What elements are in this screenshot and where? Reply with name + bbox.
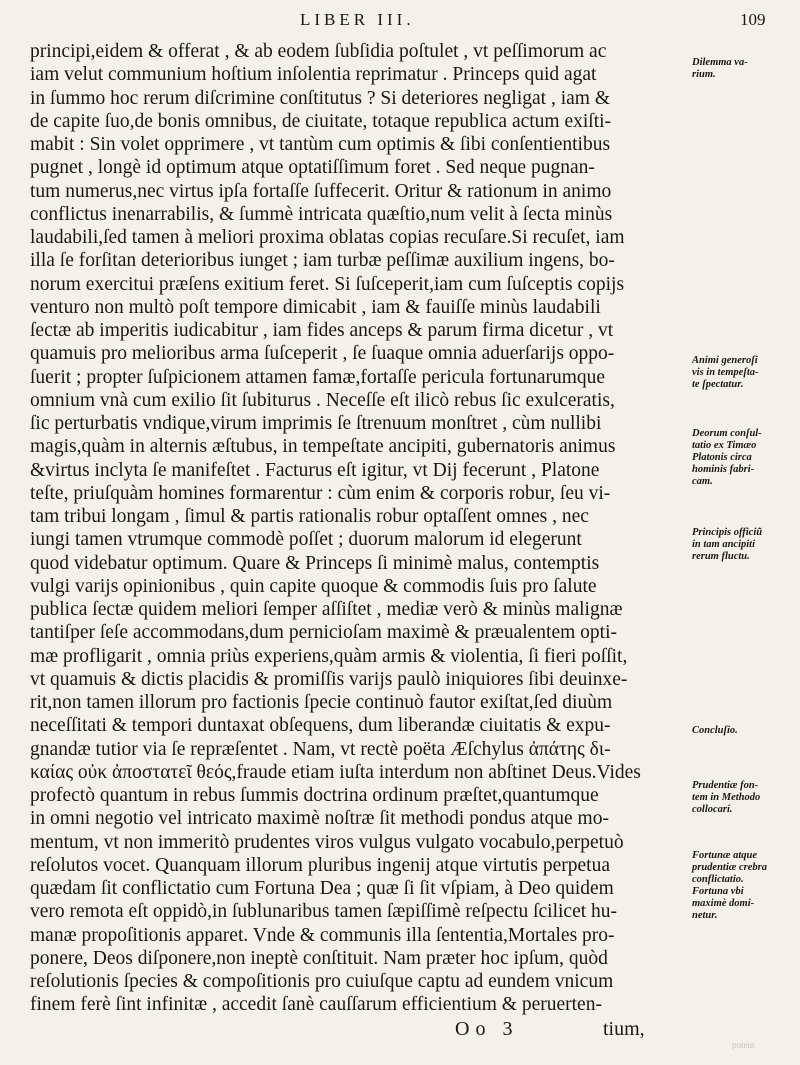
margin-note-line: Platonis circa	[692, 452, 752, 463]
text-line: de capite ſuo,de bonis omnibus, de ciuitate, totaque republica actum exiſti-	[30, 110, 612, 132]
running-head: LIBER III.	[300, 10, 415, 29]
text-line: neceſſitati & tempori duntaxat obſequens, dum liberandæ ciuitatis & expu-	[30, 715, 611, 737]
text-line: magis,quàm in alternis æſtubus, in tempeſtate ancipiti, gubernatoris animus	[30, 436, 616, 458]
text-line: in omni negotio vel intricato maximè noſtræ ſit methodi pondus atque mo-	[30, 808, 609, 830]
bleed-through-text: potent	[732, 1040, 755, 1050]
text-line: vero remota eſt oppidò,in ſublunaribus tamen ſæpiſſimè reſpectu ſcilicet hu-	[30, 901, 618, 923]
margin-note	[692, 780, 800, 816]
margin-note-line: Animi generoſi	[692, 355, 758, 366]
margin-note-line: hominis fabri-	[692, 464, 755, 475]
text-line: ponere, Deos diſponere,non ineptè conſtituit. Nam præter hoc ipſum, quòd	[30, 947, 608, 969]
body-text	[30, 40, 767, 1017]
text-line: profectò quantum in rebus ſummis doctrina ordinum præſtet,quantumque	[30, 785, 599, 806]
page-number: 109	[740, 10, 766, 29]
margin-note-line: tem in Methodo	[692, 792, 761, 803]
text-line: conflictus inenarrabilis, & ſummè intricata quæſtio,num velit à ſecta minùs	[30, 203, 613, 225]
margin-note	[692, 428, 800, 488]
text-line: publica ſectæ quidem meliori ſemper aſſiſtet , mediæ verò & minùs malignæ	[30, 599, 623, 620]
text-line: venturo non multò poſt tempore dimicabit , iam & fauiſſe minùs laudabili	[30, 296, 601, 318]
margin-note-line: tatio ex Timæo	[692, 440, 757, 451]
margin-note-line: Fortunæ atque	[692, 850, 758, 861]
text-line: rit,non tamen illorum pro factionis ſpecie continuò fautor exiſtat,ſed diuùm	[30, 692, 613, 713]
text-line: mabit : Sin volet opprimere , vt tantùm cum optimis & ſibi conſentientibus	[30, 134, 611, 155]
text-line: gnandæ tutior via ſe repræſentet . Nam, vt rectè poëta Æſchylus ἀπάτης δι-	[30, 738, 611, 760]
margin-note	[692, 355, 800, 391]
text-line: mentum, vt non immeritò prudentes viros vulgus vulgato vocabulo,perpetuò	[30, 831, 624, 853]
text-line: iungi tamen vtrumque commodè poſſet ; duorum malorum id elegerunt	[30, 529, 582, 551]
signature-mark: Oo 3	[455, 1018, 519, 1040]
text-line: pugnet , longè id optimum atque optatiſſimum foret . Sed neque pugnan-	[30, 157, 595, 179]
margin-note	[692, 57, 800, 81]
text-line: vt quamuis & dictis placidis & promiſſis varijs paulò iniquiores ſibi deuinxe-	[30, 668, 628, 690]
margin-note-line: Concluſio.	[692, 725, 738, 736]
margin-note-line: Fortuna vbi	[692, 886, 744, 897]
margin-note-line: Dilemma va-	[692, 57, 748, 68]
text-line: principi,eidem & offerat , & ab eodem ſubſidia poſtulet , vt peſſimorum ac	[30, 41, 607, 62]
text-line: ſuerit ; propter ſuſpicionem attamen famæ,fortaſſe pericula fortunarumque	[30, 366, 606, 388]
margin-note-line: prudentiæ crebra	[692, 862, 767, 873]
text-line: laudabili,ſed tamen à meliori proxima oblatas copias recuſare.Si recuſet, iam	[30, 227, 625, 248]
text-line: in ſummo hoc rerum diſcrimine conſtitutus ? Si deteriores negligat , iam &	[30, 87, 611, 109]
text-line: καίας οὐκ ἀποστατεῖ θεός,fraude etiam iuſta interdum non abſtinet Deus.Vides	[30, 761, 641, 783]
text-line: tum numerus,nec virtus ipſa fortaſſe ſuffecerit. Oritur & rationum in animo	[30, 180, 612, 202]
margin-note	[692, 725, 800, 737]
margin-note	[692, 527, 800, 563]
margin-note-line: in tam ancipiti	[692, 539, 756, 550]
margin-note	[692, 850, 800, 922]
text-line: &virtus inclyta ſe manifeſtet . Facturus eſt igitur, vt Dij fecerunt , Platone	[30, 459, 600, 481]
catchword: tium,	[603, 1018, 645, 1040]
margin-note-line: netur.	[692, 910, 718, 921]
text-line: quod videbatur optimum. Quare & Princeps ſi minimè malus, contemptis	[30, 552, 600, 574]
text-line: quædam ſit conflictatio cum Fortuna Dea ; quæ ſi ſit vſpiam, à Deo quidem	[30, 878, 614, 899]
margin-note-line: Prudentiæ fon-	[692, 780, 759, 791]
margin-note-line: vis in tempeſta-	[692, 367, 759, 378]
text-line: mæ profligarit , omnia priùs experiens,quàm armis & violentia, ſi fieri poſſit,	[30, 645, 628, 667]
margin-note-line: Principis officiũ	[692, 527, 763, 538]
text-line: omnium vnà cum exilio ſit ſubiturus . Neceſſe eſt ilicò rebus ſic exulceratis,	[30, 389, 615, 411]
text-line: norum exercitui præſens exitium feret. Si ſuſceperit,iam cum ſuſceptis copijs	[30, 273, 625, 295]
text-line: tam tribui longam , ſimul & partis rationalis robur optaſſent omnes , nec	[30, 506, 589, 527]
text-line: finem ferè ſint infinitæ , accedit ſanè cauſſarum efficientium & peruerten-	[30, 994, 602, 1016]
text-line: ſic perturbatis vndique,virum imprimis ſe ſtrenuum monſtret , cùm nullibi	[30, 413, 602, 434]
text-line: illa ſe forſitan deterioribus iunget ; iam turbæ peſſimæ auxilium ingens, bo-	[30, 250, 615, 272]
margin-note-line: Deorum conſul-	[692, 428, 762, 439]
margin-note-line: rerum fluctu.	[692, 551, 750, 562]
margin-note-line: conflictatio.	[692, 874, 744, 885]
text-line: ſectæ ab imperitis iudicabitur , iam fides anceps & parum firma dicetur , vt	[30, 320, 614, 341]
text-line: vulgi varijs opinionibus , quin capite quoque & commodis ſuis pro ſalute	[30, 575, 597, 597]
margin-note-line: maximè domi-	[692, 898, 755, 909]
margin-note-line: rium.	[692, 69, 716, 80]
text-line: teſte, priuſquàm homines formarentur : cùm enim & corporis robur, ſeu vi-	[30, 482, 611, 504]
text-line: reſolutionis ſpecies & compoſitionis pro cuiuſque captu ad eundem vnicum	[30, 971, 614, 992]
text-line: tantiſper ſeſe accommodans,dum pernicioſam maximè & præualentem opti-	[30, 622, 617, 644]
margin-note-line: cam.	[692, 476, 713, 487]
text-line: iam velut communium hoſtium inſolentia reprimatur . Princeps quid agat	[30, 64, 597, 86]
margin-note-line: collocari.	[692, 804, 733, 815]
margin-note-line: te ſpectatur.	[692, 379, 744, 390]
text-line: manæ propoſitionis apparet. Vnde & communis illa ſententia,Mortales pro-	[30, 924, 615, 946]
text-line: quamuis pro melioribus arma ſuſceperit , ſe ſuaque omnia aduerſarijs oppo-	[30, 343, 615, 365]
text-line: reſolutos vocet. Quanquam illorum pluribus ingenij atque virtutis perpetua	[30, 854, 611, 876]
